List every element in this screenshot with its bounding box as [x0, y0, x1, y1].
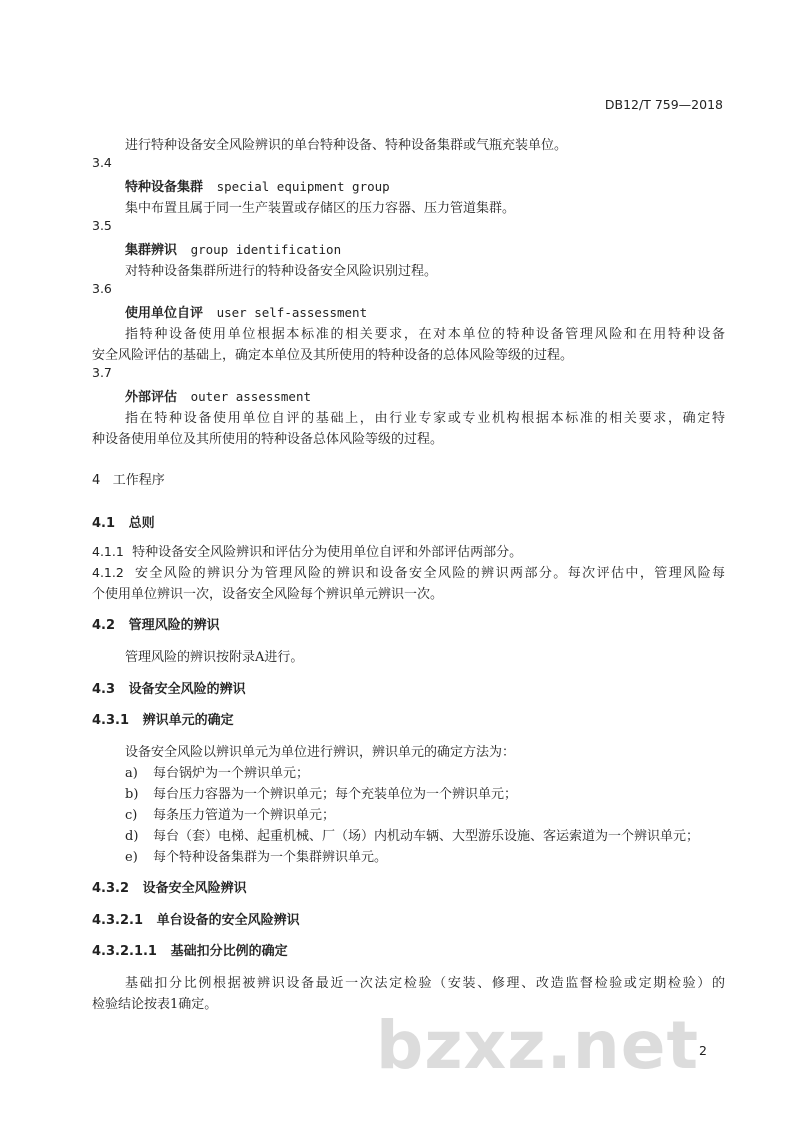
list-text: 每条压力管道为一个辨识单元；: [153, 808, 336, 823]
clause-number: 4.1.2: [92, 565, 124, 580]
list-marker: a): [125, 766, 138, 781]
term-title: [125, 302, 367, 321]
term-definition: 对特种设备集群所进行的特种设备安全风险识别过程。: [125, 264, 438, 279]
section-number: 4.3: [92, 682, 116, 697]
clause: [92, 562, 725, 581]
paragraph: 基础扣分比例根据被辨识设备最近一次法定检验（安装、修理、改造监督检验或定期检验）的: [125, 976, 725, 991]
section-heading: [92, 940, 288, 959]
term-cn: 外部评估: [125, 390, 178, 405]
paragraph: 管理风险的辨识按附录A进行。: [125, 650, 304, 665]
term-definition: 集中布置且属于同一生产装置或存储区的压力容器、压力管道集群。: [125, 201, 516, 216]
section-heading: [92, 614, 220, 633]
term-en: outer assessment: [190, 389, 312, 404]
section-title: 设备安全风险的辨识: [128, 682, 246, 697]
paragraph: 设备安全风险以辨识单元为单位进行辨识，辨识单元的确定方法为：: [125, 745, 516, 760]
list-item: [125, 783, 517, 802]
section-heading: [92, 678, 246, 697]
clause-text: 安全风险的辨识分为管理风险的辨识和设备安全风险的辨识两部分。每次评估中，管理风险每: [134, 566, 725, 581]
term-en: user self-assessment: [216, 305, 368, 320]
section-number: 4.3.2.1: [92, 913, 143, 928]
term-definition: 指特种设备使用单位根据本标准的相关要求，在对本单位的特种设备管理风险和在用特种设备: [125, 327, 725, 342]
term-number: 3.7: [92, 365, 112, 380]
section-number: 4.3.2: [92, 881, 130, 896]
term-number: 3.4: [92, 155, 112, 170]
section-title: 管理风险的辨识: [128, 618, 220, 633]
list-marker: d): [125, 829, 139, 844]
term-en: group identification: [190, 242, 342, 257]
clause-number: 4.1.1: [92, 544, 124, 559]
list-marker: b): [125, 787, 139, 802]
section-heading: [92, 709, 234, 728]
list-text: 每台（套）电梯、起重机械、厂（场）内机动车辆、大型游乐设施、客运索道为一个辨识单元；: [153, 829, 700, 844]
section-title: 设备安全风险辨识: [142, 881, 247, 896]
section-title: 单台设备的安全风险辨识: [156, 913, 300, 928]
term-title: [125, 239, 341, 258]
section-number: 4.3.1: [92, 713, 130, 728]
section-title: 工作程序: [112, 473, 165, 488]
section-title: 辨识单元的确定: [142, 713, 234, 728]
list-item: [125, 762, 309, 781]
term-definition-cont: 安全风险评估的基础上，确定本单位及其所使用的特种设备的总体风险等级的过程。: [92, 348, 574, 363]
term-title: [125, 386, 311, 405]
section-heading: [92, 469, 165, 488]
list-text: 每台压力容器为一个辨识单元；每个充装单位为一个辨识单元；: [153, 787, 518, 802]
intro-line: 进行特种设备安全风险辨识的单台特种设备、特种设备集群或气瓶充装单位。: [125, 138, 568, 153]
term-en: special equipment group: [216, 179, 390, 194]
document-code: DB12/T 759—2018: [604, 97, 723, 112]
list-item: [125, 846, 387, 865]
list-item: [125, 804, 335, 823]
term-cn: 使用单位自评: [125, 306, 204, 321]
page-number: 2: [699, 1043, 707, 1058]
list-item: [125, 825, 699, 844]
section-heading: [92, 877, 247, 896]
term-number: 3.5: [92, 218, 112, 233]
section-number: 4: [92, 473, 101, 488]
section-number: 4.2: [92, 618, 116, 633]
section-number: 4.1: [92, 516, 116, 531]
term-title: [125, 176, 390, 195]
section-title: 总则: [128, 516, 155, 531]
paragraph-cont: 检验结论按表1确定。: [92, 997, 218, 1012]
list-marker: e): [125, 850, 138, 865]
clause: [92, 541, 522, 560]
term-cn: 特种设备集群: [125, 180, 204, 195]
clause-text: 特种设备安全风险辨识和评估分为使用单位自评和外部评估两部分。: [132, 545, 523, 560]
clause-text-cont: 个使用单位辨识一次，设备安全风险每个辨识单元辨识一次。: [92, 587, 444, 602]
list-text: 每台锅炉为一个辨识单元；: [153, 766, 310, 781]
term-cn: 集群辨识: [125, 243, 178, 258]
watermark: bzxz.net: [376, 1007, 700, 1084]
term-definition: 指在特种设备使用单位自评的基础上，由行业专家或专业机构根据本标准的相关要求，确定特: [125, 411, 725, 426]
term-definition-cont: 种设备使用单位及其所使用的特种设备总体风险等级的过程。: [92, 432, 444, 447]
section-heading: [92, 909, 300, 928]
section-number: 4.3.2.1.1: [92, 944, 157, 959]
section-title: 基础扣分比例的确定: [170, 944, 288, 959]
section-heading: [92, 512, 155, 531]
list-text: 每个特种设备集群为一个集群辨识单元。: [153, 850, 388, 865]
term-number: 3.6: [92, 281, 112, 296]
list-marker: c): [125, 808, 138, 823]
